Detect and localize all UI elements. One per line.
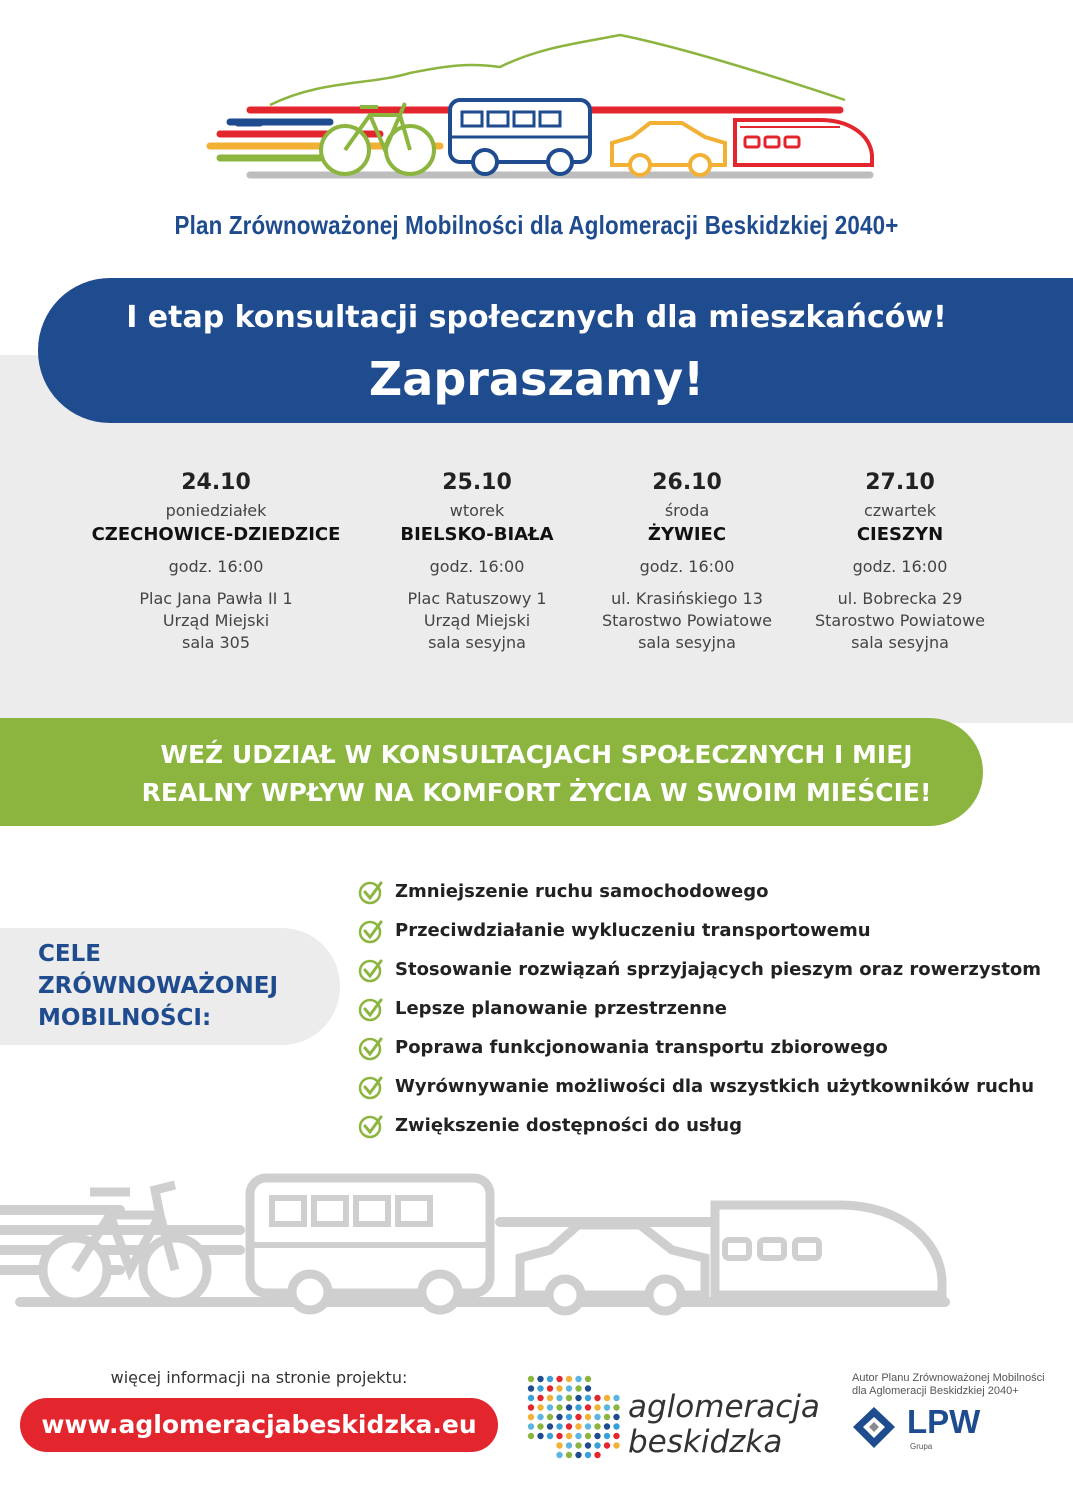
logo-dot: [585, 1376, 591, 1382]
logo-dot: [575, 1404, 581, 1410]
bus-icon: [250, 1178, 490, 1310]
logo-dot: [566, 1423, 572, 1429]
bus-icon: [450, 100, 590, 174]
logo-dot: [537, 1376, 543, 1382]
bicycle-icon: [321, 103, 434, 174]
logo-dot: [575, 1395, 581, 1401]
logo-dot: [556, 1395, 562, 1401]
logo-dot: [594, 1452, 600, 1458]
logo-dot: [604, 1423, 610, 1429]
logo-dot: [575, 1376, 581, 1382]
logo-dot: [528, 1433, 534, 1439]
goal-item: [358, 911, 1058, 950]
logo-dot: [528, 1404, 534, 1410]
logo-dot: [604, 1433, 610, 1439]
lpw-logo-subtext: Grupa: [910, 1442, 933, 1451]
logo-dot: [585, 1395, 591, 1401]
logo-dot: [528, 1376, 534, 1382]
logo-dot: [585, 1423, 591, 1429]
lpw-logo-icon: [852, 1405, 897, 1450]
event-address-line: Urząd Miejski: [162, 611, 270, 630]
logo-dot: [585, 1404, 591, 1410]
event-date: 25.10: [442, 470, 512, 495]
logo-dot: [566, 1452, 572, 1458]
logo-dot: [604, 1395, 610, 1401]
logo-dot: [547, 1433, 553, 1439]
event-address-line: Starostwo Powiatowe: [814, 611, 985, 630]
logo-dot: [594, 1414, 600, 1420]
event-city: ŻYWIEC: [647, 524, 727, 545]
event-address-line: ul. Krasińskiego 13: [611, 589, 763, 608]
logo-text-line1: aglomeracja: [628, 1389, 820, 1425]
logo-dot: [556, 1442, 562, 1448]
logo-dot: [537, 1404, 543, 1410]
logo-dot: [575, 1433, 581, 1439]
goal-item: [358, 872, 1058, 911]
logo-dot: [556, 1376, 562, 1382]
goal-text: Przeciwdziałanie wykluczeniu transportowemu: [395, 920, 871, 941]
event-address-line: Starostwo Powiatowe: [601, 611, 772, 630]
logo-dot: [575, 1385, 581, 1391]
banner-invite: Zapraszamy!: [368, 352, 705, 406]
goals-title-line: ZRÓWNOWAŻONEJ: [38, 973, 278, 999]
logo-dot: [613, 1404, 619, 1410]
logo-dot: [537, 1395, 543, 1401]
event-address-line: sala 305: [181, 633, 250, 652]
event-date: 24.10: [181, 470, 251, 495]
gray-transport-illustration: [0, 1170, 960, 1320]
event-address-line: Plac Jana Pawła II 1: [139, 589, 293, 608]
event-address-line: Urząd Miejski: [423, 611, 531, 630]
logo-dot: [585, 1385, 591, 1391]
aglomeracja-logo-icon: [525, 1373, 625, 1463]
logo-dot: [613, 1433, 619, 1439]
check-icon: [358, 1113, 384, 1139]
car-icon: [612, 123, 725, 175]
logo-dot: [613, 1414, 619, 1420]
logo-dot: [528, 1395, 534, 1401]
logo-dot: [547, 1376, 553, 1382]
logo-dot: [594, 1395, 600, 1401]
train-icon: [715, 1205, 942, 1295]
event-card-cieszyn: [765, 470, 1035, 654]
logo-dot: [566, 1414, 572, 1420]
logo-dot: [585, 1442, 591, 1448]
event-address-line: sala sesyjna: [851, 633, 949, 652]
event-address-line: Plac Ratuszowy 1: [407, 589, 547, 608]
goal-item: [358, 950, 1058, 989]
logo-dot: [613, 1423, 619, 1429]
event-date: 27.10: [865, 470, 935, 495]
project-website-link[interactable]: www.aglomeracjabeskidzka.eu: [20, 1398, 498, 1452]
logo-dot: [566, 1433, 572, 1439]
logo-dot: [604, 1414, 610, 1420]
logo-dot: [594, 1423, 600, 1429]
logo-dot: [575, 1414, 581, 1420]
goal-item: [358, 1106, 1058, 1145]
logo-dot: [528, 1385, 534, 1391]
event-hour: godz. 16:00: [639, 557, 735, 576]
logo-dot: [594, 1433, 600, 1439]
logo-dot: [537, 1385, 543, 1391]
logo-dot: [613, 1395, 619, 1401]
check-icon: [358, 1035, 384, 1061]
check-icon: [358, 1074, 384, 1100]
event-address-line: sala sesyjna: [638, 633, 736, 652]
bicycle-icon: [43, 1185, 207, 1302]
logo-dot: [585, 1452, 591, 1458]
author-note: [852, 1372, 1062, 1398]
event-city: CZECHOWICE-DZIEDZICE: [91, 524, 341, 545]
goals-list: [358, 872, 1058, 1145]
goals-title-line: MOBILNOŚCI:: [38, 1005, 212, 1031]
logo-dot: [528, 1423, 534, 1429]
logo-dot: [594, 1404, 600, 1410]
event-card-czechowice: [81, 470, 351, 654]
check-icon: [358, 996, 384, 1022]
logo-dot: [575, 1442, 581, 1448]
logo-dot: [566, 1395, 572, 1401]
event-day: środa: [664, 501, 710, 520]
author-line: dla Aglomeracji Beskidzkiej 2040+: [852, 1385, 1019, 1397]
logo-dot: [566, 1442, 572, 1448]
logo-dot: [556, 1433, 562, 1439]
event-date: 26.10: [652, 470, 722, 495]
logo-dot: [547, 1404, 553, 1410]
event-address-line: ul. Bobrecka 29: [837, 589, 963, 608]
goal-text: Zwiększenie dostępności do usług: [395, 1115, 742, 1136]
cta-banner: [0, 718, 983, 826]
hero-transport-illustration: [200, 25, 880, 185]
logo-dot: [566, 1385, 572, 1391]
logo-dot: [537, 1433, 543, 1439]
logo-dot: [594, 1442, 600, 1448]
logo-dot: [604, 1442, 610, 1448]
goals-title: [38, 938, 328, 1034]
logo-dot: [556, 1452, 562, 1458]
goal-text: Stosowanie rozwiązań sprzyjających pieszym oraz rowerzystom: [395, 959, 1042, 980]
goal-text: Zmniejszenie ruchu samochodowego: [395, 881, 769, 902]
car-icon: [520, 1225, 705, 1311]
check-icon: [358, 879, 384, 905]
logo-dot: [556, 1404, 562, 1410]
check-icon: [358, 918, 384, 944]
logo-dot: [547, 1423, 553, 1429]
event-day: poniedziałek: [165, 501, 267, 520]
logo-dot: [566, 1404, 572, 1410]
more-info-label: więcej informacji na stronie projektu:: [110, 1368, 408, 1387]
event-day: czwartek: [863, 501, 937, 520]
banner-heading: I etap konsultacji społecznych dla mieszkańców!: [126, 300, 947, 335]
goal-text: Wyrównywanie możliwości dla wszystkich użytkowników ruchu: [395, 1076, 1035, 1097]
lpw-logo-text: LPW: [907, 1403, 981, 1440]
logo-dot: [613, 1442, 619, 1448]
event-address-line: sala sesyjna: [428, 633, 526, 652]
author-line: Autor Planu Zrównoważonej Mobilności: [852, 1372, 1045, 1384]
logo-dot: [556, 1414, 562, 1420]
plan-title: Plan Zrównoważonej Mobilności dla Aglomeracji Beskidzkiej 2040+: [174, 210, 899, 240]
logo-dot: [585, 1433, 591, 1439]
event-hour: godz. 16:00: [429, 557, 525, 576]
event-hour: godz. 16:00: [168, 557, 264, 576]
goals-title-line: CELE: [38, 941, 101, 967]
logo-dot: [547, 1414, 553, 1420]
logo-dot: [547, 1395, 553, 1401]
logo-dot: [537, 1414, 543, 1420]
event-hour: godz. 16:00: [852, 557, 948, 576]
logo-dot: [537, 1423, 543, 1429]
check-icon: [358, 957, 384, 983]
logo-dot: [585, 1414, 591, 1420]
logo-dot: [604, 1404, 610, 1410]
logo-dot: [566, 1376, 572, 1382]
goal-item: [358, 989, 1058, 1028]
cta-line: REALNY WPŁYW NA KOMFORT ŻYCIA W SWOIM MIEŚCIE!: [141, 778, 932, 807]
goal-item: [358, 1067, 1058, 1106]
logo-dot: [556, 1423, 562, 1429]
event-city: BIELSKO-BIAŁA: [400, 524, 554, 545]
logo-dot: [575, 1423, 581, 1429]
train-icon: [735, 120, 872, 165]
logo-dot: [547, 1385, 553, 1391]
goal-item: [358, 1028, 1058, 1067]
logo-dot: [556, 1385, 562, 1391]
logo-dot: [528, 1414, 534, 1420]
event-day: wtorek: [449, 501, 505, 520]
logo-dot-grid: [528, 1376, 620, 1458]
cta-line: WEŹ UDZIAŁ W KONSULTACJACH SPOŁECZNYCH I MIEJ: [160, 740, 913, 769]
mountains-icon: [270, 35, 845, 105]
goal-text: Poprawa funkcjonowania transportu zbiorowego: [395, 1037, 888, 1058]
event-city: CIESZYN: [856, 524, 944, 545]
logo-text-line2: beskidzka: [628, 1424, 783, 1460]
logo-dot: [575, 1452, 581, 1458]
goal-text: Lepsze planowanie przestrzenne: [395, 998, 728, 1019]
